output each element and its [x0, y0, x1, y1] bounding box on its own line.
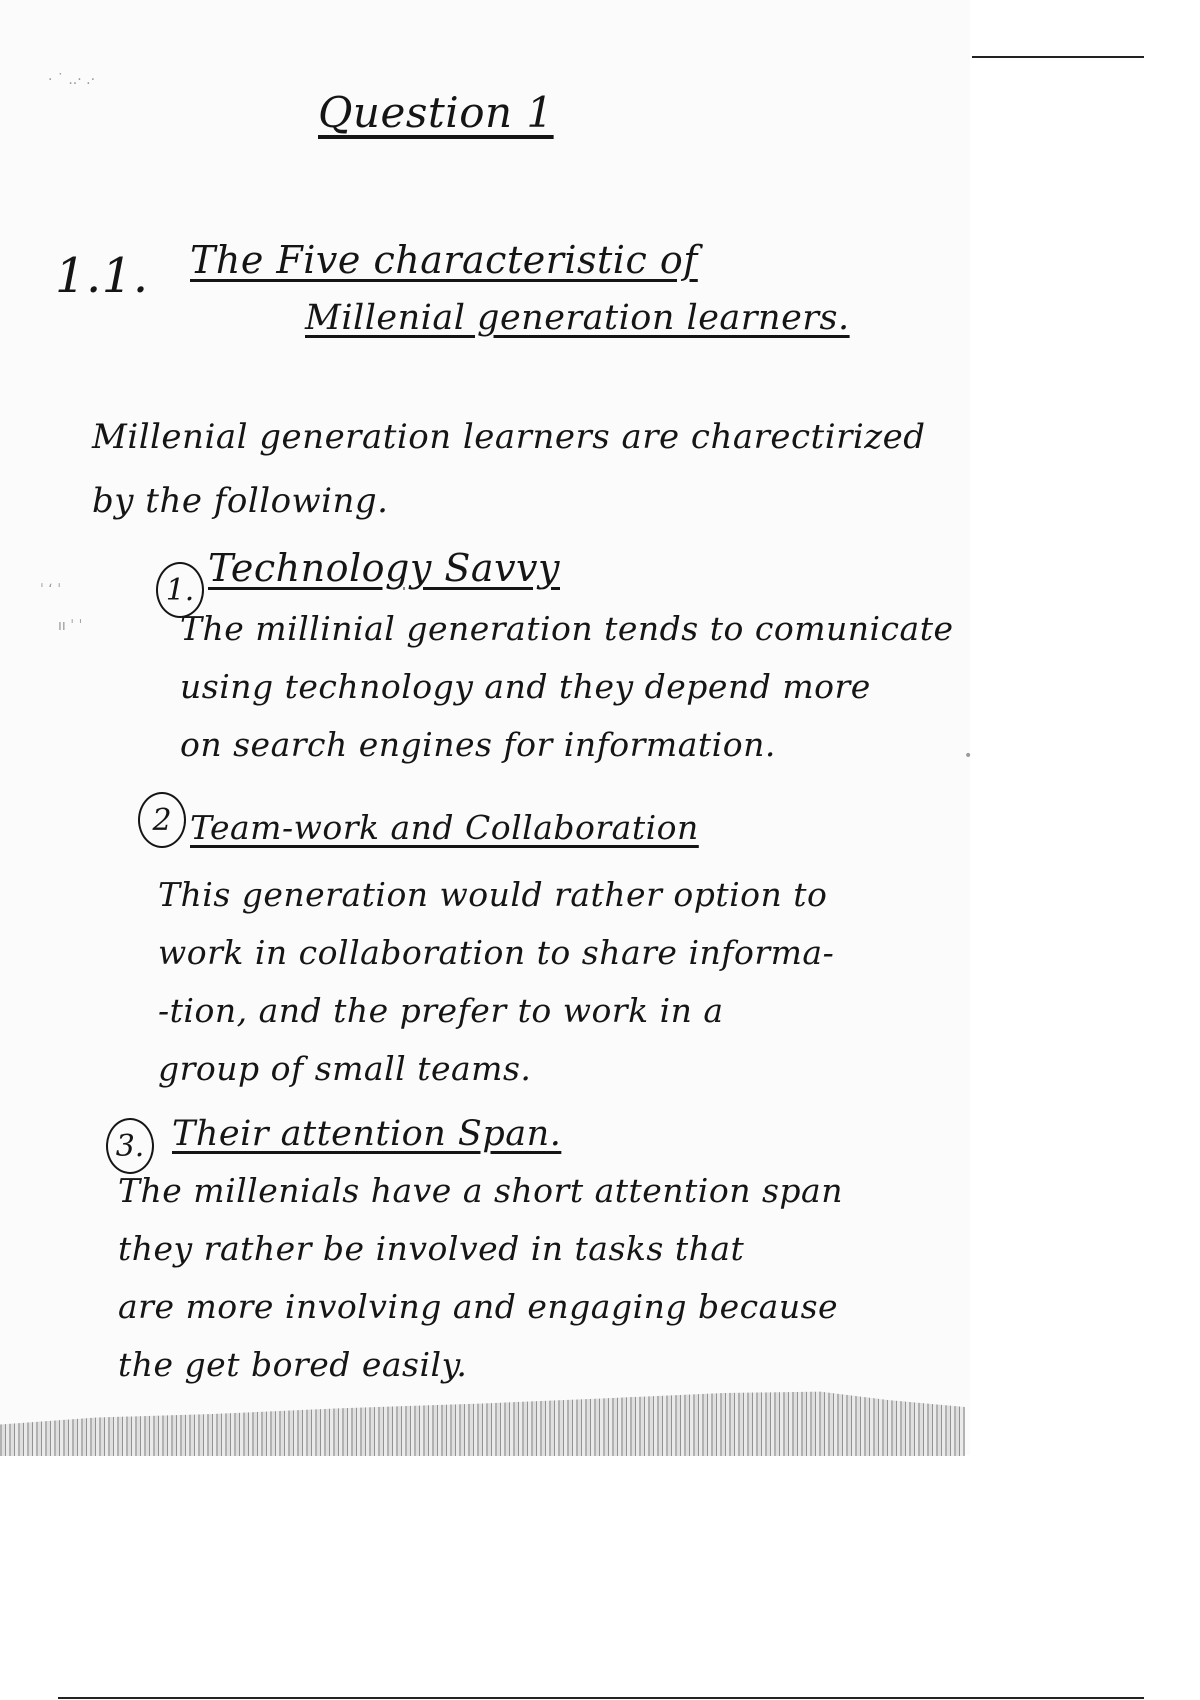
item-heading-2: Team-work and Collaboration: [190, 808, 699, 847]
item-2-line-2: work in collaboration to share informa-: [158, 933, 835, 972]
item-body-1: [180, 600, 954, 774]
scan-speck: · ˙ ..· .·: [48, 72, 96, 88]
scan-speck: ıı ˈ ˈ: [58, 618, 83, 634]
item-3-line-3: are more involving and engaging because: [118, 1287, 839, 1326]
item-1-line-3: on search engines for information.: [180, 725, 776, 764]
item-heading-3: Their attention Span.: [172, 1114, 562, 1154]
scan-speck: •: [964, 748, 973, 764]
item-number-badge-1: 1.: [156, 562, 204, 618]
intro-line-2: by the following.: [92, 481, 389, 521]
item-2-line-3: -tion, and the prefer to work in a: [158, 991, 724, 1030]
top-rule: [972, 56, 1144, 58]
bottom-rule: [58, 1697, 1144, 1699]
item-1-line-2: using technology and they depend more: [180, 667, 871, 706]
item-number-badge-3: 3.: [106, 1118, 154, 1174]
item-2-line-1: This generation would rather option to: [158, 875, 828, 914]
intro-paragraph: [92, 405, 926, 533]
section-title-line-1: The Five characteristic of: [190, 238, 698, 282]
scan-speck: ˈ ʻ ˈ: [40, 582, 62, 598]
section-title-line-2: Millenial generation learners.: [305, 298, 850, 338]
question-title: Question 1: [318, 88, 554, 137]
item-body-2: [158, 866, 834, 1098]
item-1-line-1: The millinial generation tends to comunicate: [180, 609, 954, 648]
item-3-line-2: they rather be involved in tasks that: [118, 1229, 745, 1268]
intro-line-1: Millenial generation learners are charectirized: [92, 417, 926, 457]
item-3-line-4: the get bored easily.: [118, 1345, 468, 1384]
item-body-3: [118, 1162, 843, 1394]
item-heading-1: Technology Savvy: [208, 546, 560, 590]
item-number-badge-2: 2: [138, 792, 186, 848]
section-number: 1.1.: [55, 248, 149, 304]
item-2-line-4: group of small teams.: [158, 1049, 532, 1088]
item-3-line-1: The millenials have a short attention span: [118, 1171, 843, 1210]
